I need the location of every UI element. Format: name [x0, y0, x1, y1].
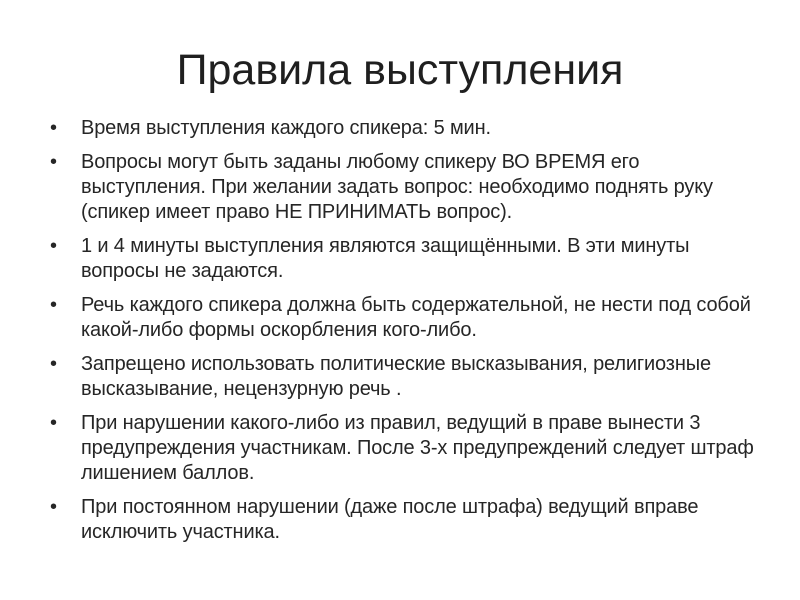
rules-list — [50, 116, 762, 554]
rule-item — [50, 234, 762, 284]
rule-item — [50, 411, 762, 486]
rule-text: При постоянном нарушении (даже после штрафа) ведущий вправе исключить участника. — [81, 496, 699, 543]
rule-text: При нарушении какого-либо из правил, ведущий в праве вынести 3 предупреждения участникам. После 3-х предупреждений следует штраф лишением баллов. — [81, 412, 754, 484]
bullet-icon: • — [50, 235, 57, 257]
rule-text: 1 и 4 минуты выступления являются защищёнными. В эти минуты вопросы не задаются. — [81, 235, 690, 282]
rule-item — [50, 293, 762, 343]
bullet-icon: • — [50, 496, 57, 518]
rule-text: Время выступления каждого спикера: 5 мин. — [81, 117, 491, 139]
rule-item — [50, 352, 762, 402]
rule-text: Вопросы могут быть заданы любому спикеру ВО ВРЕМЯ его выступления. При желании задать вопрос: необходимо поднять руку (спикер имеет право НЕ ПРИНИМАТЬ вопрос). — [81, 151, 713, 223]
rule-item — [50, 150, 762, 225]
rule-item — [50, 116, 762, 141]
rule-item — [50, 495, 762, 545]
bullet-icon: • — [50, 117, 57, 139]
bullet-icon: • — [50, 151, 57, 173]
rule-text: Запрещено использовать политические высказывания, религиозные высказывание, нецензурную речь . — [81, 353, 711, 400]
rule-text: Речь каждого спикера должна быть содержательной, не нести под собой какой-либо формы оскорбления кого-либо. — [81, 294, 751, 341]
bullet-icon: • — [50, 353, 57, 375]
bullet-icon: • — [50, 294, 57, 316]
bullet-icon: • — [50, 412, 57, 434]
slide-title: Правила выступления — [176, 46, 624, 94]
